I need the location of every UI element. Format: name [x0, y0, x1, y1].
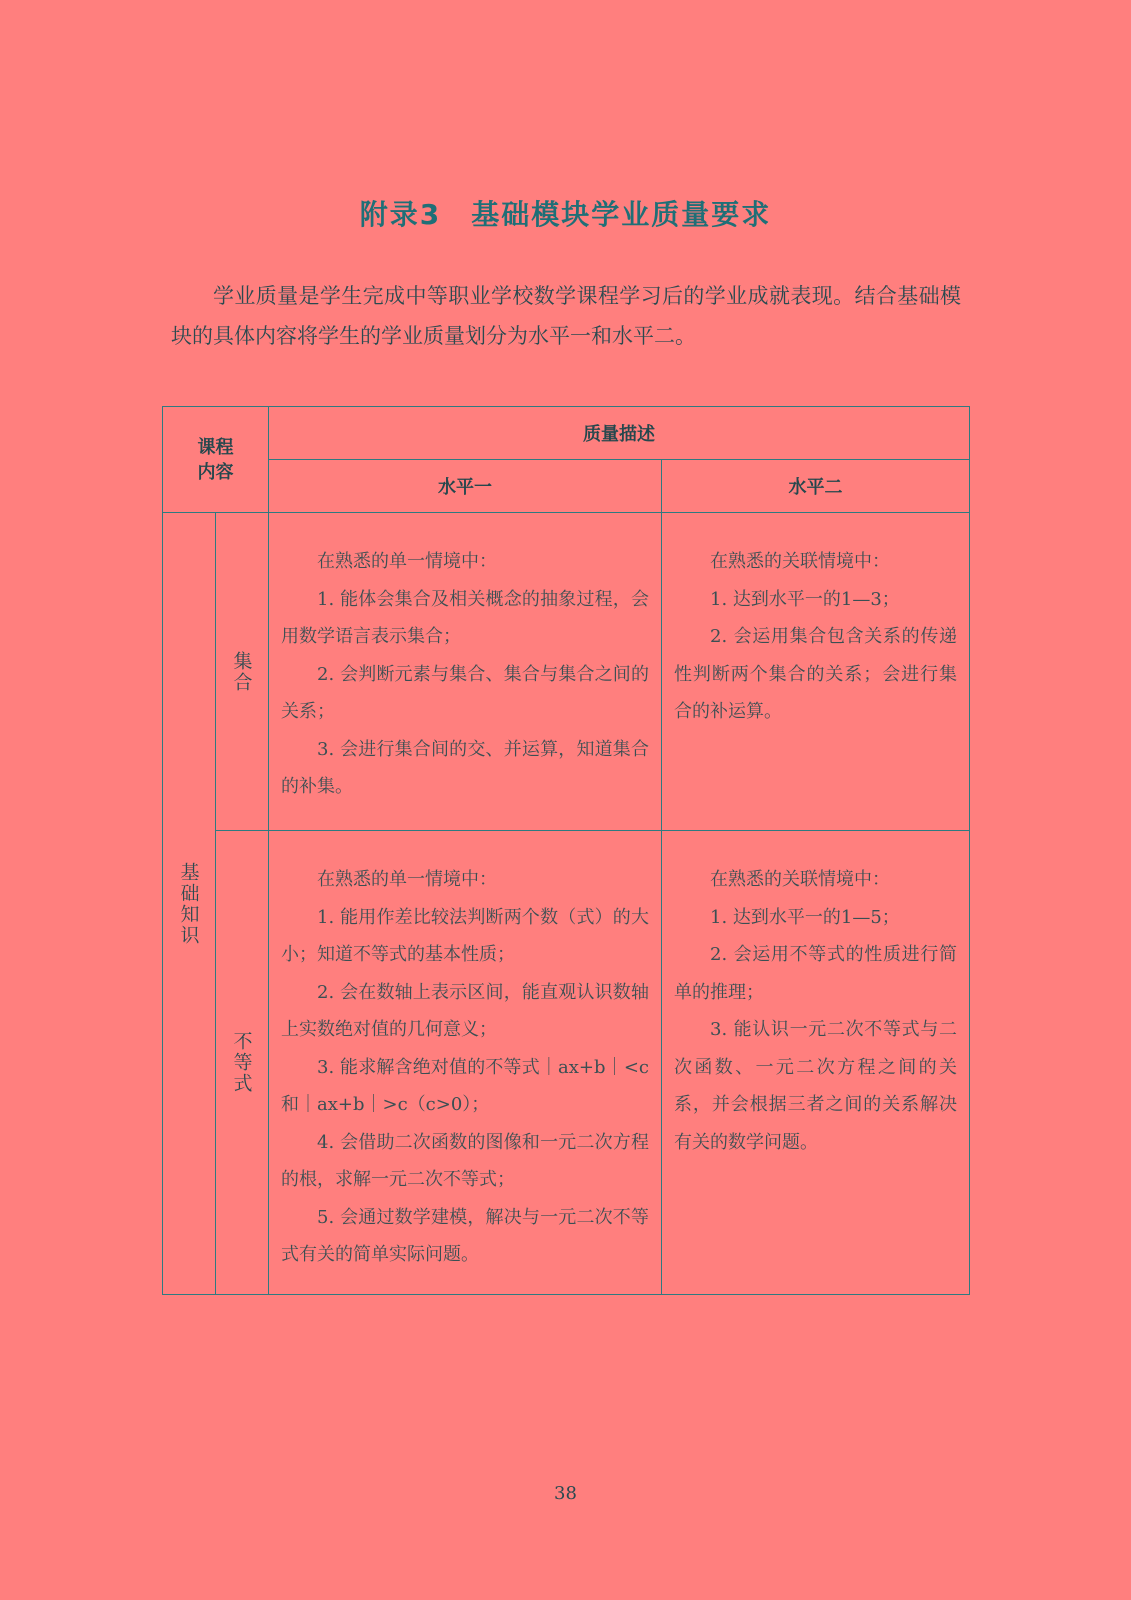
ineq-l2-line: 2. 会运用不等式的性质进行简单的推理； — [674, 944, 957, 1003]
ineq-l1-line: 2. 会在数轴上表示区间，能直观认识数轴上实数绝对值的几何意义； — [281, 981, 649, 1040]
group-label: 基础知识 — [177, 861, 200, 946]
level1-header: 水平一 — [269, 460, 662, 513]
sets-level1-cell — [269, 513, 662, 831]
course-content-header-text: 课程 内容 — [197, 436, 234, 483]
ineq-l2-line: 1. 达到水平一的1—5； — [710, 906, 900, 928]
topic-cell-sets — [216, 513, 269, 831]
page-title: 附录3 基础模块学业质量要求 — [359, 198, 772, 231]
quality-description-header: 质量描述 — [269, 407, 970, 460]
sets-l1-line: 3. 会进行集合间的交、并运算，知道集合的补集。 — [281, 738, 649, 797]
topic-sets: 集合 — [230, 650, 253, 693]
quality-table — [162, 406, 970, 1295]
ineq-l1-line: 3. 能求解含绝对值的不等式｜ax+b｜<c和｜ax+b｜>c（c>0）； — [281, 1056, 649, 1115]
ineq-l2-line: 在熟悉的关联情境中： — [710, 869, 890, 890]
sets-level2-cell — [662, 513, 970, 831]
group-label-cell — [163, 513, 216, 1295]
ineq-l1-line: 1. 能用作差比较法判断两个数（式）的大小；知道不等式的基本性质； — [281, 906, 649, 965]
ineq-l1-line: 5. 会通过数学建模，解决与一元二次不等式有关的简单实际问题。 — [281, 1206, 649, 1265]
intro-paragraph: 学业质量是学生完成中等职业学校数学课程学习后的学业成就表现。结合基础模块的具体内容将学生的学业质量划分为水平一和水平二。 — [171, 284, 961, 348]
topic-inequalities: 不等式 — [230, 1031, 253, 1094]
ineq-l1-line: 4. 会借助二次函数的图像和一元二次方程的根，求解一元二次不等式； — [281, 1131, 649, 1190]
ineq-level1-cell — [269, 831, 662, 1295]
topic-cell-inequalities — [216, 831, 269, 1295]
sets-l2-line: 在熟悉的关联情境中： — [710, 551, 890, 572]
course-content-header — [163, 407, 269, 513]
sets-l1-line: 2. 会判断元素与集合、集合与集合之间的关系； — [281, 663, 649, 722]
sets-l1-line: 在熟悉的单一情境中： — [317, 551, 497, 572]
sets-l2-line: 1. 达到水平一的1—3； — [710, 588, 900, 610]
page-number: 38 — [554, 1483, 577, 1504]
ineq-l1-line: 在熟悉的单一情境中： — [317, 869, 497, 890]
ineq-l2-line: 3. 能认识一元二次不等式与二次函数、一元二次方程之间的关系，并会根据三者之间的关系解决有关的数学问题。 — [674, 1019, 957, 1153]
ineq-level2-cell — [662, 831, 970, 1295]
level2-header: 水平二 — [662, 460, 970, 513]
sets-l2-line: 2. 会运用集合包含关系的传递性判断两个集合的关系；会进行集合的补运算。 — [674, 626, 957, 722]
sets-l1-line: 1. 能体会集合及相关概念的抽象过程，会用数学语言表示集合； — [281, 588, 649, 647]
